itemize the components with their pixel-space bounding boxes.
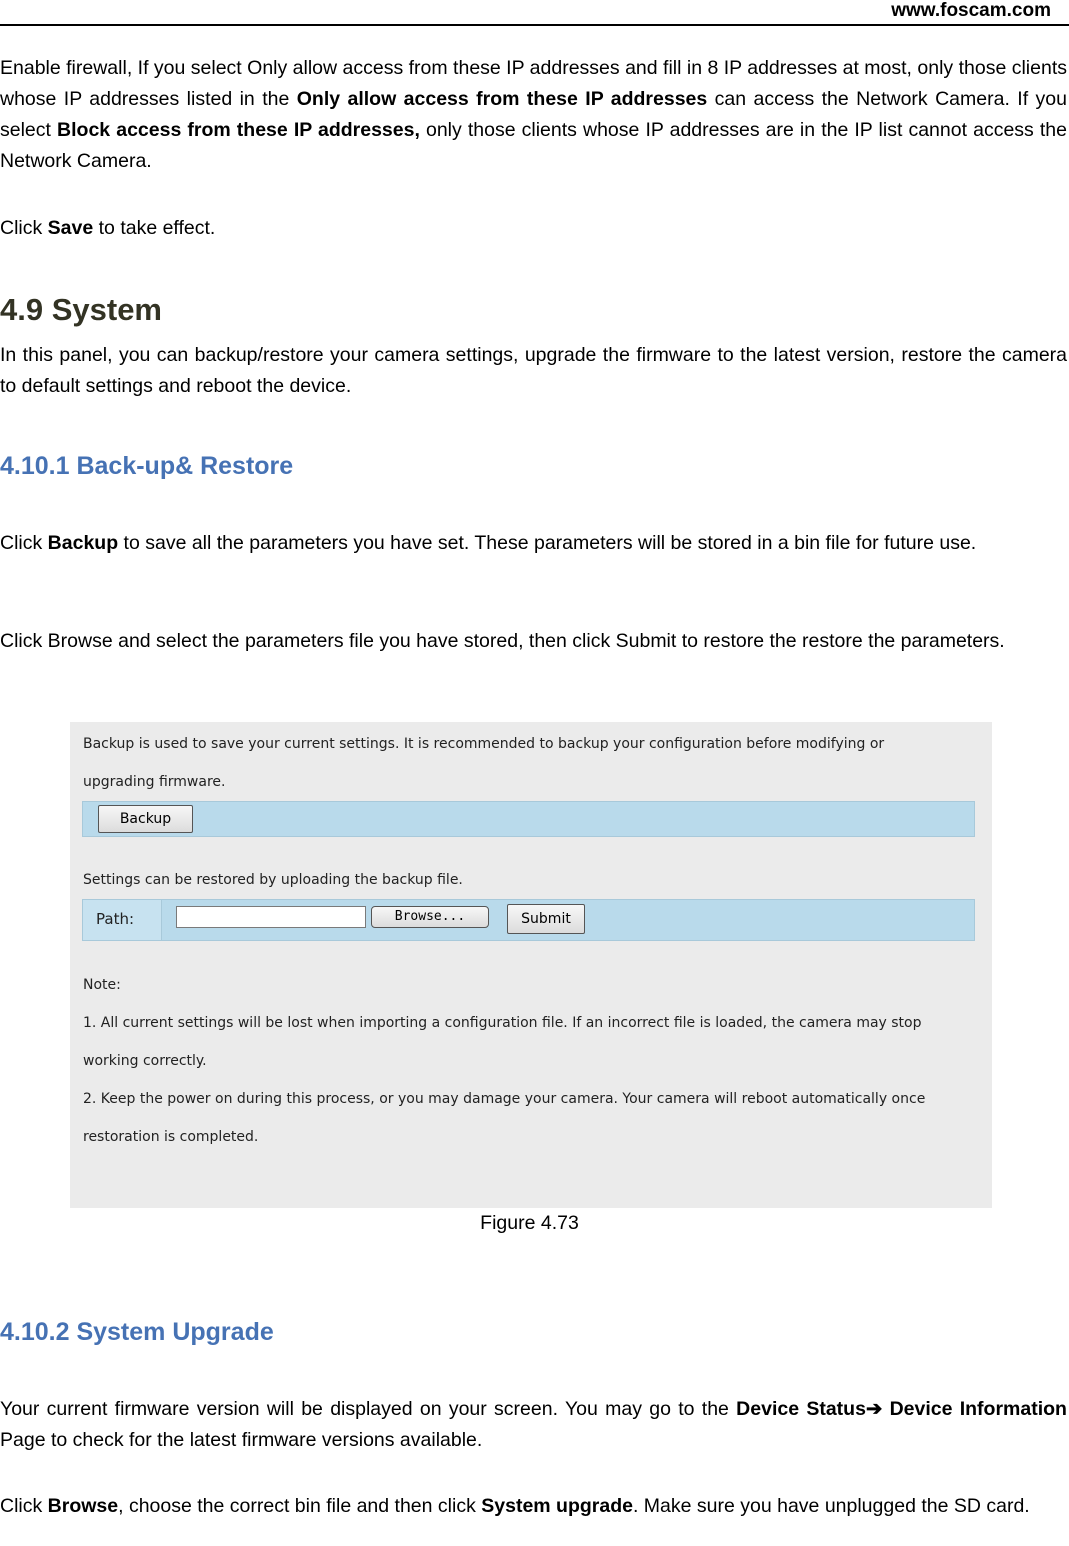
text-run: Click — [0, 217, 48, 239]
figure-intro-line2: upgrading firmware. — [83, 774, 226, 790]
text-run: Page to check for the latest firmware versions available. — [0, 1429, 483, 1451]
text-run: can access the Network Camera. If you select — [0, 88, 1067, 141]
text-run: only those clients whose IP addresses are in the IP list cannot access the Network Camera. — [0, 119, 1067, 172]
figure-intro-line1: Backup is used to save your current settings. It is recommended to backup your configuration before modifying or — [83, 736, 885, 752]
note-2-line1: 2. Keep the power on during this process, or you may damage your camera. Your camera will reboot automatically once — [83, 1091, 926, 1107]
note-1-line2: working correctly. — [83, 1053, 207, 1069]
text-run: , choose the correct bin file and then click — [118, 1495, 482, 1517]
text-run: Enable firewall, If you select Only allow access from these IP addresses and fill in 8 IP addresses at most, only those clients whose IP addresses listed in the — [0, 57, 1067, 110]
restore-paragraph: Click Browse and select the parameters file you have stored, then click Submit to restore the restore the parameters. — [0, 630, 1005, 652]
bold-run: System upgrade — [481, 1495, 633, 1517]
path-label-cell — [83, 900, 162, 940]
browse-paragraph — [0, 1491, 1067, 1522]
figure-caption: Figure 4.73 — [480, 1212, 579, 1234]
section-title-upgrade: 4.10.2 System Upgrade — [0, 1318, 274, 1346]
restore-instruction: Settings can be restored by uploading the backup file. — [83, 872, 463, 888]
backup-paragraph — [0, 528, 1067, 559]
note-1-line1: 1. All current settings will be lost when importing a configuration file. If an incorrect file is loaded, the camera may stop — [83, 1015, 922, 1031]
header-url: www.foscam.com — [891, 0, 1051, 21]
backup-row — [82, 801, 975, 837]
bold-run: Device Information — [882, 1398, 1067, 1420]
header-rule — [0, 24, 1069, 26]
browse-button[interactable]: Browse... — [371, 906, 489, 928]
text-run: Click — [0, 532, 48, 554]
bold-run: Backup — [47, 532, 119, 554]
path-input[interactable] — [176, 906, 366, 928]
system-paragraph: In this panel, you can backup/restore your camera settings, upgrade the firmware to the latest version, restore the camera to default settings and reboot the device. — [0, 344, 1067, 397]
firewall-paragraph — [0, 53, 1067, 177]
text-run: to take effect. — [93, 217, 216, 239]
submit-button[interactable]: Submit — [507, 904, 585, 934]
text-run: . Make sure you have unplugged the SD card. — [632, 1495, 1030, 1517]
bold-run: Device Status — [736, 1398, 866, 1420]
text-run: Click — [0, 1495, 48, 1517]
bold-run: Only allow access from these IP addresses — [296, 88, 708, 110]
bold-run: Save — [47, 217, 94, 239]
text-run: to save all the parameters you have set. These parameters will be stored in a bin file for future use. — [118, 532, 977, 554]
bold-run: Block access from these IP addresses, — [57, 119, 420, 141]
path-label: Path: — [96, 910, 135, 928]
note-2-line2: restoration is completed. — [83, 1129, 259, 1145]
path-row — [82, 899, 975, 941]
text-run: Your current firmware version will be displayed on your screen. You may go to the — [0, 1398, 737, 1420]
bold-run: Browse — [47, 1495, 119, 1517]
upgrade-paragraph — [0, 1394, 1067, 1456]
backup-restore-figure — [70, 722, 992, 1208]
section-title-backup: 4.10.1 Back-up& Restore — [0, 452, 294, 480]
save-paragraph — [0, 213, 1067, 244]
note-title: Note: — [83, 977, 121, 993]
backup-button[interactable]: Backup — [98, 805, 193, 833]
arrow-icon: ➔ — [865, 1398, 883, 1420]
section-title-system: 4.9 System — [0, 292, 162, 327]
